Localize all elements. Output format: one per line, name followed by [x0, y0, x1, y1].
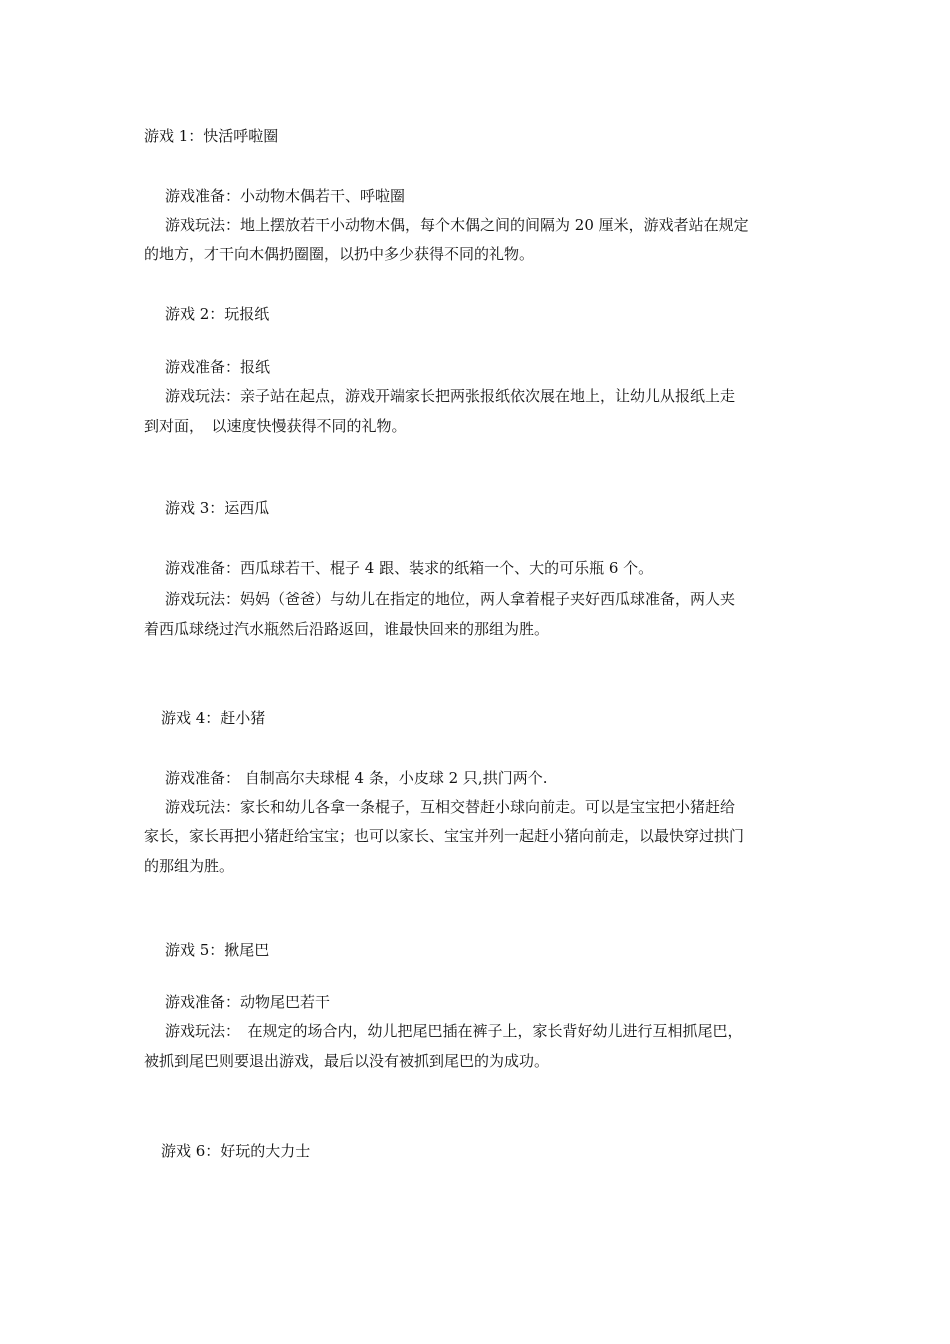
game-1-play-line-2: 的地方，才干向木偶扔圈圈，以扔中多少获得不同的礼物。 — [144, 245, 535, 263]
game-4-play-line-1: 游戏玩法：家长和幼儿各拿一条棍子，互相交替赶小球向前走。可以是宝宝把小猪赶给 — [165, 798, 736, 816]
game-4-play-line-3: 的那组为胜。 — [144, 857, 235, 875]
game-3-prep: 游戏准备：西瓜球若干、棍子 4 跟、装求的纸箱一个、大的可乐瓶 6 个。 — [165, 559, 654, 577]
game-3-play-line-1: 游戏玩法：妈妈（爸爸）与幼儿在指定的地位，两人拿着棍子夹好西瓜球准备，两人夹 — [165, 590, 736, 608]
game-5-prep: 游戏准备：动物尾巴若干 — [165, 993, 331, 1011]
game-5-play-line-2: 被抓到尾巴则要退出游戏，最后以没有被抓到尾巴的为成功。 — [144, 1052, 550, 1070]
game-1-title: 游戏 1：快活呼啦圈 — [144, 127, 279, 145]
game-4-title: 游戏 4：赶小猪 — [161, 709, 266, 727]
game-3-title: 游戏 3：运西瓜 — [165, 499, 270, 517]
game-5-play-line-1: 游戏玩法： 在规定的场合内，幼儿把尾巴插在裤子上，家长背好幼儿进行互相抓尾巴， — [165, 1022, 743, 1040]
game-4-play-line-2: 家长，家长再把小猪赶给宝宝；也可以家长、宝宝并列一起赶小猪向前走，以最快穿过拱门 — [144, 827, 745, 845]
game-2-play-line-1: 游戏玩法：亲子站在起点，游戏开端家长把两张报纸依次展在地上，让幼儿从报纸上走 — [165, 387, 736, 405]
game-6-title: 游戏 6：好玩的大力士 — [161, 1142, 311, 1160]
game-3-play-line-2: 着西瓜球绕过汽水瓶然后沿路返回，谁最快回来的那组为胜。 — [144, 620, 550, 638]
game-2-prep: 游戏准备：报纸 — [165, 358, 271, 376]
game-5-title: 游戏 5：揪尾巴 — [165, 941, 270, 959]
game-4-prep: 游戏准备： 自制高尔夫球棍 4 条，小皮球 2 只,拱门两个. — [165, 769, 548, 787]
game-2-play-line-2: 到对面， 以速度快慢获得不同的礼物。 — [144, 417, 407, 435]
game-1-prep: 游戏准备：小动物木偶若干、呼啦圈 — [165, 187, 406, 205]
game-1-play-line-1: 游戏玩法：地上摆放若干小动物木偶，每个木偶之间的间隔为 20 厘米，游戏者站在规定 — [165, 216, 749, 234]
game-2-title: 游戏 2：玩报纸 — [165, 305, 270, 323]
